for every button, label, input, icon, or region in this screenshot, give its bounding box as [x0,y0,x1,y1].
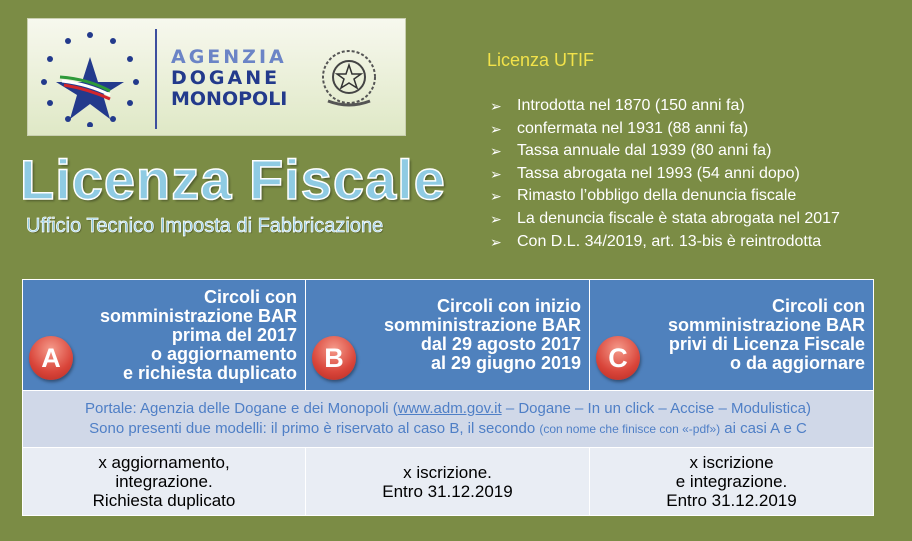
list-item: ➢ confermata nel 1931 (88 anni fa) [490,118,840,141]
italian-emblem-icon [318,47,380,111]
list-item: ➢ Introdotta nel 1870 (150 anni fa) [490,95,840,118]
badge-c: C [596,336,640,380]
star-circle-icon [38,27,143,127]
logo-dogane: DOGANE [171,67,281,89]
divider [155,29,157,129]
arrow-bullet-icon: ➢ [490,165,502,182]
cases-table [22,279,874,516]
page-title: Licenza Fiscale [20,148,446,211]
case-c-action: x iscrizione e integrazione. Entro 31.12.2019 [590,448,874,516]
arrow-bullet-icon: ➢ [490,210,502,227]
list-item: ➢ Rimasto l’obbligo della denuncia fiscale [490,185,840,208]
arrow-bullet-icon: ➢ [490,233,502,250]
arrow-bullet-icon: ➢ [490,98,502,114]
page-subtitle: Ufficio Tecnico Imposta di Fabbricazione [26,215,384,237]
list-item: ➢ La denuncia fiscale è stata abrogata nel 2017 [490,208,840,231]
list-item: ➢ Tassa abrogata nel 1993 (54 anni dopo) [490,163,840,186]
case-c-header: C Circoli con somministrazione BAR privi di Licenza Fiscale o da aggiornare [590,280,874,391]
logo-agenzia: AGENZIA [171,46,287,68]
logo-monopoli: MONOPOLI [171,88,288,110]
history-list [490,95,840,253]
info-heading: Licenza UTIF [487,50,595,70]
list-item: ➢ Con D.L. 34/2019, art. 13-bis è reintrodotta [490,231,840,254]
table-header-row [23,280,874,391]
list-item: ➢ Tassa annuale dal 1939 (80 anni fa) [490,140,840,163]
case-b-header: B Circoli con inizio somministrazione BAR dal 29 agosto 2017 al 29 giugno 2019 [306,280,590,391]
portal-row [23,391,874,448]
badge-b: B [312,336,356,380]
case-a-header: A Circoli con somministrazione BAR prima del 2017 o aggiornamento e richiesta duplicato [23,280,306,391]
arrow-bullet-icon: ➢ [490,188,502,205]
portal-info: Portale: Agenzia delle Dogane e dei Monopoli (www.adm.gov.it – Dogane – In un click – Accise – Modulistica) Sono presenti due modelli: il primo è riservato al caso B, il secondo (con nome che finisce con «-pdf») ai casi A e C [23,391,874,448]
adm-link[interactable]: www.adm.gov.it [397,400,502,417]
badge-a: A [29,336,73,380]
case-a-action: x aggiornamento, integrazione. Richiesta duplicato [23,448,306,516]
case-b-action: x iscrizione. Entro 31.12.2019 [306,448,590,516]
agency-logo [27,18,406,136]
actions-row [23,448,874,516]
arrow-bullet-icon: ➢ [490,143,502,160]
arrow-bullet-icon: ➢ [490,120,502,137]
